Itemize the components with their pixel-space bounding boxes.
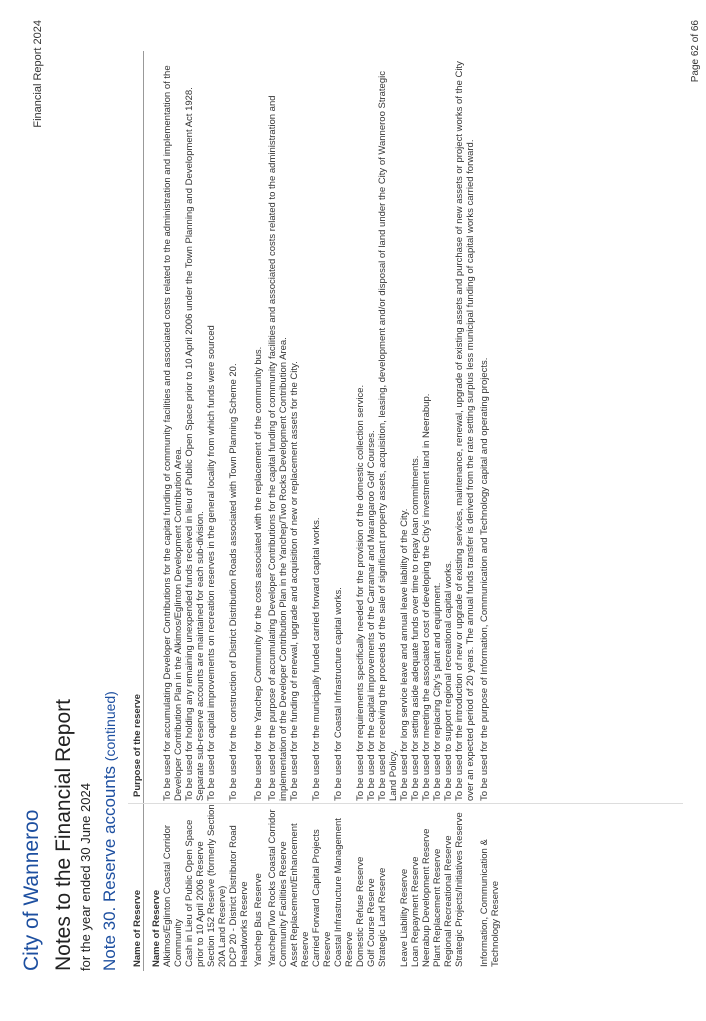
page-title: Notes to the Financial Report: [52, 699, 75, 971]
table-row: [228, 51, 250, 971]
reserve-name: Yanchep Bus Reserve: [253, 873, 264, 967]
reserve-name: Plant Replacement Reserve: [432, 848, 443, 967]
reserve-name: Cash in Lieu of Public Open Space prior to 10 April 2006 Reserve: [184, 819, 206, 967]
page-subtitle: for the year ended 30 June 2024: [78, 783, 93, 971]
reserve-name: Golf Course Reserve: [366, 878, 377, 967]
reserve-purpose: To be used for the funding of renewal, upgrade and acquisition of new or replacement assets for the City.: [289, 361, 300, 801]
reserve-name: Carried Forward Capital Projects Reserve: [311, 829, 333, 967]
table-row: [267, 51, 289, 971]
reserve-name: Section 152 Reserve (formerly Section 20A Land Reserve): [206, 804, 228, 967]
reserve-name: DCP 20 - District Distributor Road Headworks Reserve: [228, 825, 250, 967]
reserve-table: [128, 51, 501, 971]
table-row: [184, 51, 206, 971]
section-heading: Name of Reserve: [151, 889, 162, 967]
note-title: Note 30. Reserve accounts: [100, 765, 119, 971]
table-body: [162, 51, 501, 971]
reserve-purpose: To be used for the construction of District Distribution Roads associated with Town Planning Scheme 20.: [228, 363, 239, 801]
reserve-purpose: To be used for meeting the associated cost of developing the City's investment land in Neerabup.: [421, 393, 432, 801]
reserve-name: Coastal Infrastructure Management Reserve: [333, 818, 355, 967]
reserve-purpose: To be used for Coastal Infrastructure capital works.: [333, 587, 344, 801]
table-row: [479, 51, 501, 971]
table-row: [443, 51, 454, 971]
reserve-name: Yanchep/Two Rocks Coastal Corridor Community Facilities Reserve: [267, 809, 289, 967]
reserve-name: Regional Recreational Reserve: [443, 835, 454, 967]
reserve-purpose: To be used for accumulating Developer Contributions for the capital funding of community facilities and associated costs related to the administration and implementation of the Developer Contribution Plan in the Alkimos/Eglinton Development Contribution Area.: [162, 65, 184, 801]
reserve-name: Information, Communication & Technology Reserve: [479, 839, 501, 967]
reserve-name: Neerabup Development Reserve: [421, 828, 432, 967]
reserve-name: Leave Liability Reserve: [399, 868, 410, 967]
reserve-name: Strategic Projects/Initiatives Reserve: [454, 812, 465, 967]
reserve-purpose: To be used for long service leave and annual leave liability of the City.: [399, 508, 410, 801]
organisation-name: City of Wanneroo: [20, 809, 43, 971]
column-divider: [128, 803, 683, 804]
note-suffix: (continued): [102, 691, 118, 762]
page-number: Page 62 of 66: [690, 20, 701, 83]
table-row: [399, 51, 410, 971]
table-row: [311, 51, 333, 971]
note-heading: [100, 691, 120, 971]
table-row: [366, 51, 377, 971]
reserve-purpose: To be used to support regional recreational capital works.: [443, 560, 454, 801]
reserve-purpose: To be used for the capital improvements of the Carramar and Marangaroo Golf Courses.: [366, 430, 377, 801]
reserve-purpose: To be used for capital improvements on recreation reserves in the general locality from which funds were sourced: [206, 325, 217, 801]
reserve-purpose: To be used for requirements specifically needed for the provision of the domestic collection service.: [355, 384, 366, 801]
reserve-purpose: To be used for the purpose of accumulating Developer Contributions for the capital funding of community facilities and associated costs related to the administration and implementation of the Developer Contribution Plan in the Yanchep/Two Rocks Development Contribution Area.: [267, 95, 289, 801]
table-row: [206, 51, 228, 971]
reserve-purpose: To be used for the municipally funded carried forward capital works.: [311, 517, 322, 801]
table-row: [454, 51, 476, 971]
header-name: Name of Reserve: [132, 889, 143, 967]
reserve-purpose: To be used for the purpose of Information, Communication and Technology capital and operating projects.: [479, 357, 490, 801]
table-row: [432, 51, 443, 971]
reserve-name: Loan Repayment Reserve: [410, 856, 421, 967]
reserve-purpose: To be used for setting aside adequate funds over time to repay loan commitments.: [410, 455, 421, 801]
table-row: [410, 51, 421, 971]
reserve-purpose: To be used for the Yanchep Community for the costs associated with the replacement of the community bus.: [253, 346, 264, 801]
reserve-name: Asset Replacement/Enhancement Reserve: [289, 823, 311, 967]
reserve-name: Alkimos/Eglinton Coastal Corridor Community: [162, 824, 184, 967]
table-row: [333, 51, 355, 971]
reserve-name: Strategic Land Reserve: [377, 867, 388, 967]
table-header: [128, 51, 144, 971]
reserve-name: Domestic Refuse Reserve: [355, 856, 366, 967]
reserve-purpose: To be used for receiving the proceeds of the sale of significant property assets, acquisition, leasing, development and/or disposal of land under the City of Wanneroo Strategic Land Policy.: [377, 71, 399, 801]
table-row: [162, 51, 184, 971]
report-label: Financial Report 2024: [32, 20, 44, 128]
table-row: [421, 51, 432, 971]
reserve-purpose: To be used for the introduction of new or upgrade of existing services, maintenance, renewal, upgrade of existing assets and purchase of new assets or project works of the City over an expected period of 20 years. The annual funds transfer is derived from the rate setting surplus less municipal funding of capital works carried forward.: [454, 61, 476, 801]
table-row: [289, 51, 311, 971]
table-row: [377, 51, 399, 971]
reserve-purpose: To be used for holding any remaining unexpended funds received in lieu of Public Open Space prior to 10 April 2006 under the Town Planning and Development Act 1928. Separate sub-reserve accounts are maintained for each sub-division.: [184, 87, 206, 801]
header-purpose: Purpose of the reserve: [132, 694, 143, 797]
reserve-purpose: To be used for replacing City's plant and equipment.: [432, 582, 443, 801]
table-row: [253, 51, 264, 971]
table-row: [355, 51, 366, 971]
